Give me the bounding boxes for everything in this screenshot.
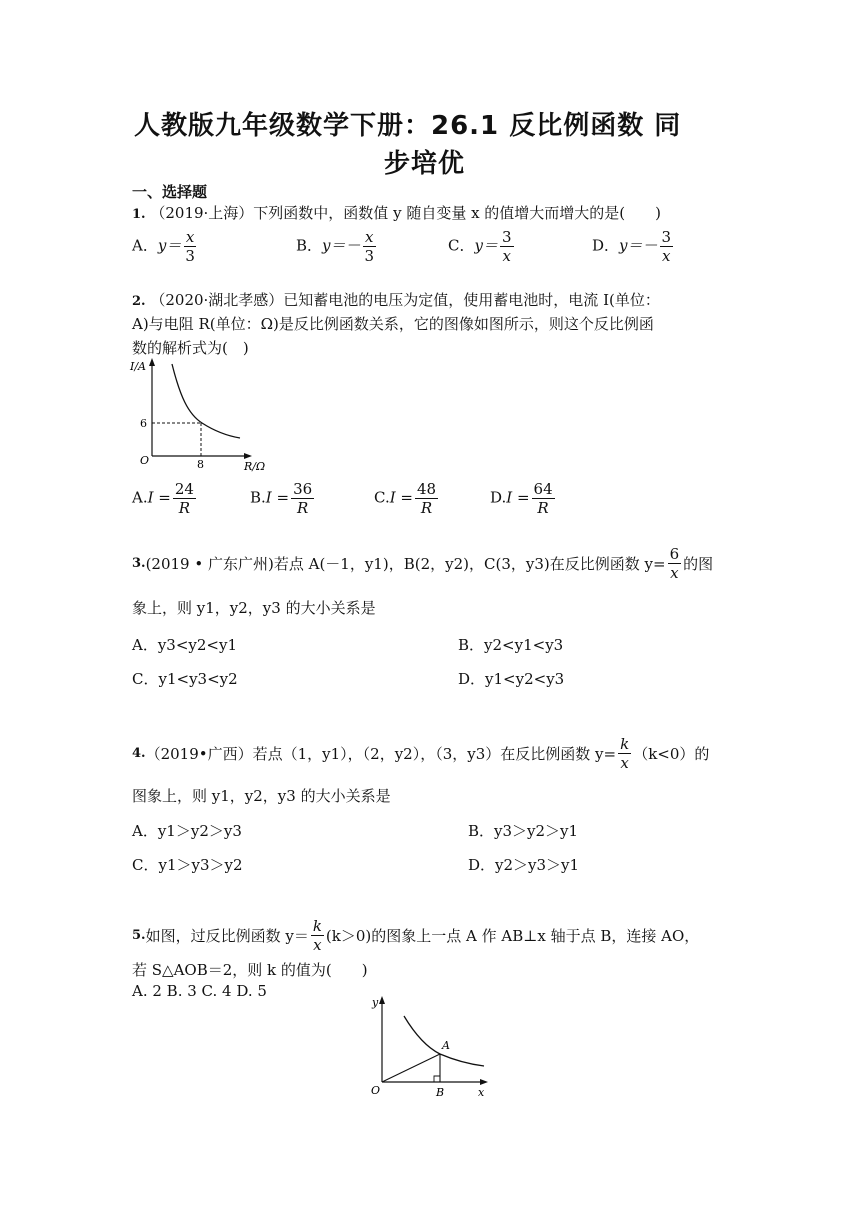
fraction: $\frac{3}{x}$: [661, 228, 672, 265]
q1-option-a[interactable]: A．y＝ $\frac{x}{3}$: [132, 228, 195, 265]
question-2-line3: 数的解析式为( ): [132, 339, 249, 357]
q4-option-d[interactable]: D．y2＞y3＞y1: [468, 856, 580, 874]
point-a-label: A: [442, 1039, 450, 1052]
page-title-line2: 步培优: [384, 149, 466, 179]
segment-AO: [382, 1054, 440, 1082]
point-b-label: B: [436, 1086, 445, 1099]
fraction: $\frac{k}{x}$: [620, 735, 630, 772]
page-title: 人教版九年级数学下册：26.1 反比例函数 同: [134, 111, 682, 141]
right-angle-marker: [434, 1076, 440, 1082]
q2-option-a[interactable]: A.I = $\frac{24}{R}$: [132, 480, 194, 517]
question-text: （2020·湖北孝感）已知蓄电池的电压为定值，使用蓄电池时，电流 I(单位：: [150, 291, 660, 309]
fraction: $\frac{x}{3}$: [364, 228, 375, 265]
y-axis-label: y: [372, 996, 379, 1009]
y-axis-arrow: [149, 358, 155, 366]
q2-current-resistance-graph: [128, 356, 278, 474]
question-4-line2: 图象上，则 y1，y2，y3 的大小关系是: [132, 787, 391, 805]
q1-option-b[interactable]: B．y＝－ $\frac{x}{3}$: [296, 228, 375, 265]
fraction: $\frac{x}{3}$: [185, 228, 195, 265]
origin-label: O: [371, 1084, 381, 1097]
q2-option-c[interactable]: C.I = $\frac{48}{R}$: [374, 480, 437, 517]
q4-option-a[interactable]: A．y1＞y2＞y3: [132, 822, 242, 840]
fraction: $\frac{64}{R}$: [533, 480, 553, 517]
origin-label: O: [140, 454, 150, 467]
question-text: (2019 • 广东广州)若点 A(－1，y1)，B(2，y2)，C(3，y3)在反比例函数 y=: [145, 554, 666, 573]
question-3: 3. (2019 • 广东广州)若点 A(－1，y1)，B(2，y2)，C(3，y3)在反比例函数 y= $\frac{6}{x}$ 的图: [132, 545, 714, 582]
section-heading: 一、选择题: [132, 183, 208, 201]
x-axis-label: R/Ω: [244, 460, 266, 473]
q3-option-b[interactable]: B．y2<y1<y3: [458, 636, 564, 654]
fraction: $\frac{k}{x}$: [312, 917, 322, 954]
question-5: 5. 如图，过反比例函数 y＝ $\frac{k}{x}$ (k＞0)的图象上一点 A 作 AB⊥x 轴于点 B，连接 AO，: [132, 917, 700, 954]
q4-option-b[interactable]: B．y3＞y2＞y1: [468, 822, 579, 840]
question-number: 2.: [132, 294, 146, 309]
question-5-line2: 若 S△AOB＝2，则 k 的值为( ): [132, 961, 368, 979]
fraction: $\frac{24}{R}$: [174, 480, 194, 517]
q1-option-c[interactable]: C．y＝ $\frac{3}{x}$: [448, 228, 512, 265]
question-text: （2019·上海）下列函数中，函数值 y 随自变量 x 的值增大而增大的是( ): [150, 204, 662, 222]
question-4: 4. （2019•广西）若点（1，y1），（2，y2），（3，y3）在反比例函数 y= $\frac{k}{x}$ （k<0）的: [132, 735, 710, 772]
x-axis-arrow: [480, 1079, 488, 1085]
question-1: [132, 203, 661, 225]
question-2: [132, 290, 660, 312]
q3-option-d[interactable]: D．y1<y2<y3: [458, 670, 565, 688]
question-2-line2: A)与电阻 R(单位：Ω)是反比例函数关系，它的图像如图所示，则这个反比例函: [132, 315, 654, 333]
question-3-line2: 象上，则 y1，y2，y3 的大小关系是: [132, 599, 376, 617]
fraction: $\frac{3}{x}$: [501, 228, 512, 265]
question-number: 5.: [132, 927, 146, 943]
y-axis-label: I/A: [130, 360, 146, 373]
q3-option-c[interactable]: C．y1<y3<y2: [132, 670, 238, 688]
question-text: （2019•广西）若点（1，y1），（2，y2），（3，y3）在反比例函数 y=: [145, 744, 617, 763]
q3-option-a[interactable]: A．y3<y2<y1: [132, 636, 238, 654]
question-number: 3.: [132, 555, 146, 571]
q5-options[interactable]: A. 2 B. 3 C. 4 D. 5: [132, 982, 267, 1000]
x-axis-arrow: [244, 453, 252, 459]
y-axis-arrow: [379, 996, 385, 1004]
q2-option-d[interactable]: D.I = $\frac{64}{R}$: [490, 480, 553, 517]
hyperbola-curve: [172, 364, 240, 438]
x-axis-label: x: [478, 1086, 485, 1099]
x-tick-label: 8: [197, 458, 204, 471]
fraction: $\frac{36}{R}$: [293, 480, 313, 517]
question-number: 4.: [132, 745, 146, 761]
question-text: 如图，过反比例函数 y＝: [145, 926, 309, 945]
y-tick-label: 6: [140, 417, 147, 430]
q5-hyperbola-graph: [362, 992, 494, 1100]
fraction: $\frac{6}{x}$: [669, 545, 680, 582]
q2-option-b[interactable]: B.I = $\frac{36}{R}$: [250, 480, 313, 517]
q1-option-d[interactable]: D．y＝－ $\frac{3}{x}$: [592, 228, 672, 265]
q4-option-c[interactable]: C．y1＞y3＞y2: [132, 856, 243, 874]
fraction: $\frac{48}{R}$: [416, 480, 437, 517]
question-number: 1.: [132, 207, 146, 222]
